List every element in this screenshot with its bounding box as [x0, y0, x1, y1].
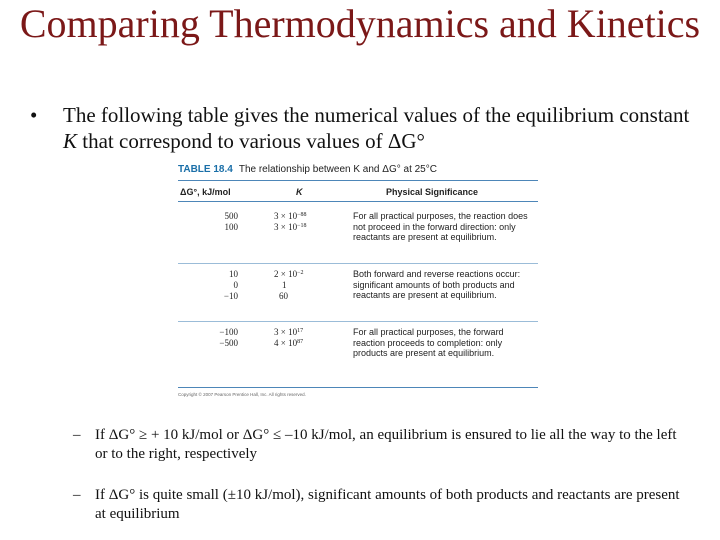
- dg-value: −500: [219, 338, 238, 348]
- slide-title: Comparing Thermodynamics and Kinetics: [19, 1, 701, 46]
- k-value: [274, 222, 344, 233]
- k-symbol: K: [63, 129, 78, 153]
- k-value: [279, 291, 349, 302]
- table-copyright: Copyright © 2007 Pearson Prentice Hall, Inc. All rights reserved.: [178, 392, 306, 397]
- sub-bullet-1: [73, 426, 685, 464]
- table-18-4: [178, 163, 538, 403]
- table-bottom-rule: [178, 387, 538, 388]
- k-value: [274, 211, 344, 222]
- dg-value: 100: [224, 222, 238, 232]
- k-mantissa: 3 × 10: [274, 327, 298, 337]
- main-bullet: [30, 102, 690, 154]
- table-caption-text: The relationship between K and ΔG° at 25°C: [238, 164, 437, 175]
- dash-marker: –: [73, 487, 81, 503]
- k-exponent: −88: [297, 212, 307, 218]
- header-k: K: [296, 187, 303, 197]
- k-value: [274, 338, 344, 349]
- k-exponent: −18: [297, 223, 307, 229]
- dg-value: −100: [219, 327, 238, 337]
- table-group-rule: [178, 263, 538, 264]
- k-mantissa: 60: [279, 291, 288, 301]
- dg-value: 10: [229, 269, 238, 279]
- k-exponent: 87: [297, 339, 304, 345]
- dg-value: 500: [224, 211, 238, 221]
- significance-text: For all practical purposes, the forward reaction proceeds to completion: only products are present at equilibrium.: [353, 327, 504, 358]
- bullet-marker: •: [30, 103, 38, 127]
- k-mantissa: 4 × 10: [274, 338, 298, 348]
- table-number: TABLE 18.4: [178, 164, 233, 175]
- dg-value: −10: [223, 291, 238, 301]
- sub-bullet-text: If ΔG° is quite small (±10 kJ/mol), significant amounts of both products and reactants are present at equilibrium: [95, 487, 680, 522]
- k-exponent: −2: [297, 270, 304, 276]
- header-significance: Physical Significance: [386, 187, 479, 197]
- bullet-text: [63, 102, 690, 154]
- dash-marker: –: [73, 427, 81, 443]
- sub-bullet-text: If ΔG° ≥ + 10 kJ/mol or ΔG° ≤ –10 kJ/mol, an equilibrium is ensured to lie all the way to the left or to the right, respectively: [95, 427, 677, 462]
- k-mantissa: 1: [282, 280, 287, 290]
- k-mantissa: 3 × 10: [274, 222, 298, 232]
- k-mantissa: 2 × 10: [274, 269, 298, 279]
- bullet-text-part-1: The following table gives the numerical values of the equilibrium constant: [63, 103, 690, 127]
- significance-text: For all practical purposes, the reaction does not proceed in the forward direction: only reactants are present at equilibrium.: [353, 211, 528, 242]
- table-group-rule: [178, 321, 538, 322]
- table-header-rule: [178, 201, 538, 202]
- dg-value: 0: [233, 280, 238, 290]
- bullet-text-part-2: that correspond to various values of ΔG°: [77, 129, 425, 153]
- table-top-rule: [178, 180, 538, 181]
- header-dg: ΔG°, kJ/mol: [180, 187, 231, 197]
- k-value: [274, 327, 344, 338]
- table-caption: [178, 163, 538, 177]
- k-value: [282, 280, 352, 291]
- significance-text: Both forward and reverse reactions occur: significant amounts of both products and reactants are present at equilibrium.: [353, 269, 521, 300]
- k-exponent: 17: [297, 328, 304, 334]
- k-value: [274, 269, 344, 280]
- sub-bullet-2: [73, 486, 685, 524]
- k-mantissa: 3 × 10: [274, 211, 298, 221]
